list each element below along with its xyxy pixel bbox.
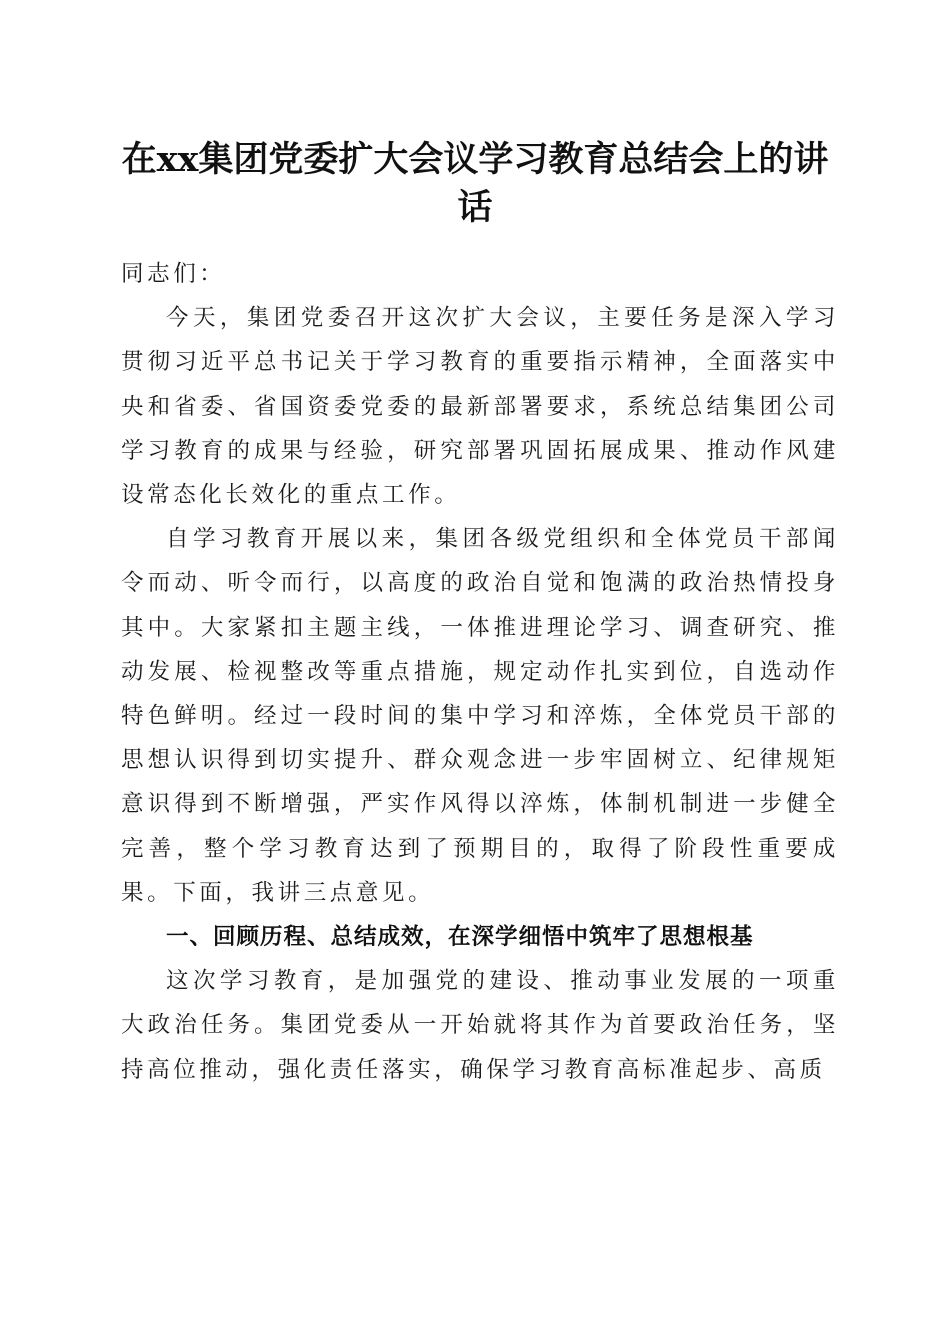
body-paragraph: 这次学习教育，是加强党的建设、推动事业发展的一项重大政治任务。集团党委从一开始就将其作为首要政治任务，坚持高位推动，强化责任落实，确保学习教育高标准起步、高质	[121, 968, 839, 1083]
section-heading: 一、回顾历程、总结成效，在深学细悟中筑牢了思想根基	[166, 924, 754, 951]
salutation: 同志们：	[121, 261, 226, 287]
document-title: 在xx集团党委扩大会议学习教育总结会上的讲话	[121, 139, 829, 228]
body-paragraph: 今天，集团党委召开这次扩大会议，主要任务是深入学习贯彻习近平总书记关于学习教育的重要指示精神，全面落实中央和省委、省国资委党委的最新部署要求，系统总结集团公司学习教育的成果与经验，研究部署巩固拓展成果、推动作风建设常态化长效化的重点工作。	[121, 305, 839, 509]
body-paragraph: 自学习教育开展以来，集团各级党组织和全体党员干部闻令而动、听令而行，以高度的政治自觉和饱满的政治热情投身其中。大家紧扣主题主线，一体推进理论学习、调查研究、推动发展、检视整改等重点措施，规定动作扎实到位，自选动作特色鲜明。经过一段时间的集中学习和淬炼，全体党员干部的思想认识得到切实提升、群众观念进一步牢固树立、纪律规矩意识得到不断增强，严实作风得以淬炼，体制机制进一步健全完善，整个学习教育达到了预期目的，取得了阶段性重要成果。下面，我讲三点意见。	[121, 526, 839, 906]
document-body	[121, 252, 839, 1092]
